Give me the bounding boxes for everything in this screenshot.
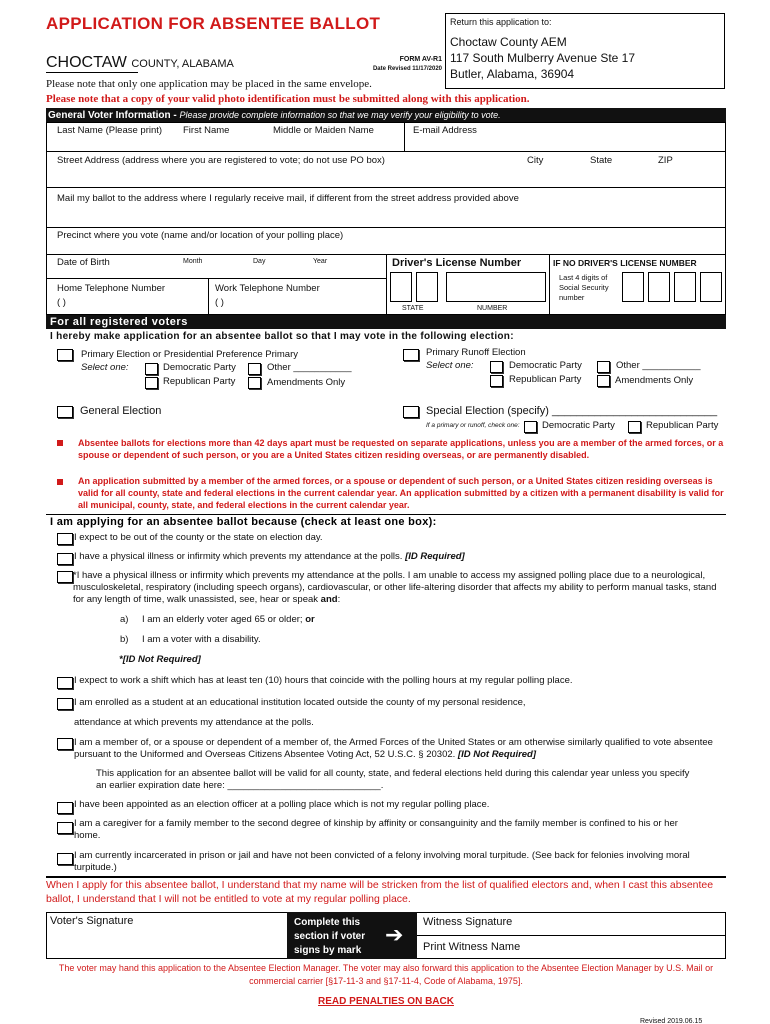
note-one-application: Please note that only one application may be placed in the same envelope.	[46, 78, 372, 90]
runoff-other-checkbox[interactable]	[597, 361, 610, 373]
primary-amendments-checkbox[interactable]	[248, 377, 261, 389]
ssn-digit-3[interactable]	[674, 272, 696, 302]
runoff-other-label: Other ___________	[616, 360, 701, 371]
notice-separate-applications: Absentee ballots for elections more than 42 days apart must be requested on separate applications, unless you are a member of the armed forces, or a spouse or dependent of such person, or you are a United States citizen residing overseas, or are permanently disabled.	[78, 438, 724, 460]
understand-statement: When I apply for this absentee ballot, I understand that my name will be stricken from the list of qualified electors and, when I cast this absentee ballot, I understand that I will not be entitled to vote at my regular polling place.	[46, 879, 714, 905]
middle-name-field[interactable]: Middle or Maiden Name	[273, 125, 374, 136]
sub-a-letter: a)	[120, 614, 129, 625]
sub-b: I am a voter with a disability.	[142, 634, 261, 645]
special-election-checkbox[interactable]	[403, 406, 419, 418]
state-field[interactable]: State	[590, 155, 613, 166]
dob-year[interactable]: Year	[313, 258, 328, 265]
primary-select-one: Select one:	[81, 362, 129, 373]
notice-valid-elections: An application submitted by a member of the armed forces, or a spouse or dependent of such person, or a United States citizen residing overseas is valid for all county, state and federal elections in the current calendar year. An application submitted by a citizen with a permanent disability is valid for all municipal, county, state, and federal elections in the current calendar year.	[78, 476, 724, 510]
runoff-amendments-checkbox[interactable]	[597, 375, 610, 387]
special-republican-label: Republican Party	[646, 420, 719, 431]
primary-democratic-checkbox[interactable]	[145, 363, 158, 375]
return-label: Return this application to:	[450, 17, 552, 27]
dob-label: Date of Birth	[57, 257, 110, 268]
reason-out-of-county-checkbox[interactable]	[57, 533, 73, 545]
witness-signature-field[interactable]: Witness Signature	[423, 916, 513, 928]
first-name-field[interactable]: First Name	[183, 125, 230, 136]
notice-bullet-2	[57, 479, 63, 485]
hand-delivery-note: The voter may hand this application to the Absentee Election Manager. The voter may also forward this application to the Absentee Election Manager by U.S. Mail or commercial carrier [§17-11-3 and §17-11-4, Code of Alabama, 1975].	[58, 963, 714, 986]
zip-field[interactable]: ZIP	[658, 155, 673, 166]
notice-bullet-1	[57, 440, 63, 446]
form-title: APPLICATION FOR ABSENTEE BALLOT	[46, 14, 381, 33]
reason-disability-text: *I have a physical illness or infirmity which prevents my attendance at the polls. I am unable to access my assigned polling place due to a neurological, musculoskeletal, respiratory (including speech organs), cardiovascular, or other life-altering disorder that affects my ability to perform manual tasks, stand for any length of time, walk unassisted, see, hear or speak	[73, 570, 717, 605]
reason-incarcerated: I am currently incarcerated in prison or jail and have not been convicted of a felony involving moral turpitude. (See back for felonies involving moral turpitude.)	[74, 850, 690, 873]
email-field[interactable]: E-mail Address	[413, 125, 477, 136]
ssn-digit-4[interactable]	[700, 272, 722, 302]
reason-caregiver: I am a caregiver for a family member to the second degree of kinship by affinity or consanguinity and the family member is confined to his or her home.	[74, 818, 678, 841]
reasons-bar	[46, 514, 726, 529]
election-request-line: I hereby make application for an absentee ballot so that I may vote in the following election:	[50, 331, 514, 342]
street-address-field[interactable]: Street Address (address where you are registered to vote; do not use PO box)	[57, 155, 385, 166]
primary-republican-label: Republican Party	[163, 376, 236, 387]
runoff-republican-label: Republican Party	[509, 374, 582, 385]
primary-other-label: Other ___________	[267, 362, 352, 373]
voter-signature-field[interactable]: Voter's Signature	[50, 915, 134, 927]
reason-work-shift: I expect to work a shift which has at least ten (10) hours that coincide with the polling hours at my regular polling place.	[74, 675, 573, 686]
dl-number-box[interactable]	[446, 272, 546, 302]
drivers-license-label: Driver's License Number	[392, 257, 522, 269]
general-election-checkbox[interactable]	[57, 406, 73, 418]
print-witness-name-field[interactable]: Print Witness Name	[423, 941, 521, 953]
registered-voters-bar	[46, 315, 726, 329]
date-revised: Date Revised 11/17/2020	[372, 66, 442, 72]
general-info-title: General Voter Information -	[48, 110, 180, 121]
reason-election-officer: I have been appointed as an election officer at a polling place which is not my regular polling place.	[74, 799, 490, 810]
arrow-right-icon: ➔	[385, 922, 404, 947]
primary-other-checkbox[interactable]	[248, 363, 261, 375]
reason-military	[74, 737, 724, 761]
runoff-election-label: Primary Runoff Election	[426, 347, 526, 358]
reason-military-checkbox[interactable]	[57, 738, 73, 750]
read-penalties-link[interactable]: READ PENALTIES ON BACK	[318, 996, 454, 1007]
dob-month[interactable]: Month	[183, 258, 203, 265]
general-election-label: General Election	[80, 405, 162, 417]
reason-out-of-county: I expect to be out of the county or the state on election day.	[74, 532, 323, 543]
dl-state-caption: STATE	[402, 305, 424, 312]
last-name-field[interactable]: Last Name (Please print)	[57, 125, 163, 136]
dl-state-box-2[interactable]	[416, 272, 438, 302]
reason-caregiver-checkbox[interactable]	[57, 822, 73, 834]
special-election-label: Special Election (specify) ___________________________	[426, 405, 718, 417]
runoff-democratic-label: Democratic Party	[509, 360, 582, 371]
note-photo-id: Please note that a copy of your valid photo identification must be submitted along with this application.	[46, 93, 530, 105]
id-not-required-note: *[ID Not Required]	[119, 654, 201, 665]
sub-a-or: or	[305, 614, 315, 625]
reason-student-cont: attendance at which prevents my attendance at the polls.	[74, 717, 314, 728]
complete-section-note	[287, 912, 417, 959]
home-phone-field[interactable]: ( )	[57, 297, 66, 308]
home-phone-label: Home Telephone Number	[57, 283, 166, 294]
dl-state-box-1[interactable]	[390, 272, 412, 302]
reasons-heading: I am applying for an absentee ballot because (check at least one box):	[50, 516, 437, 528]
reason-disability: *I have a physical illness or infirmity which prevents my attendance at the polls. I am unable to access my assigned polling place due to a neurological, musculoskeletal, respiratory (including speech organs), cardiovascular, or other life-altering disorder that affects my ability to perform manual tasks, stand for any length of time, walk unassisted, see, hear or speak and:	[73, 570, 717, 605]
special-if-primary-label: If a primary or runoff, check one:	[426, 422, 520, 429]
primary-election-checkbox[interactable]	[57, 349, 73, 361]
work-phone-label: Work Telephone Number	[215, 283, 320, 294]
primary-amendments-label: Amendments Only	[267, 377, 346, 388]
return-address-box	[445, 13, 725, 89]
primary-republican-checkbox[interactable]	[145, 377, 158, 389]
return-address-line-1: Choctaw County AEM	[450, 35, 567, 49]
ssn-digit-1[interactable]	[622, 272, 644, 302]
county-suffix: COUNTY, ALABAMA	[131, 58, 234, 70]
return-address-line-2: 117 South Mulberry Avenue Ste 17	[450, 51, 636, 65]
work-phone-field[interactable]: ( )	[215, 297, 224, 308]
runoff-republican-checkbox[interactable]	[490, 375, 503, 387]
county-name: CHOCTAW	[46, 54, 127, 71]
county-underline	[46, 72, 138, 73]
reason-military-text: I am a member of, or a spouse or dependent of a member of, the Armed Forces of the United States or am otherwise similarly qualified to vote absentee pursuant to the Uniformed and Overseas Citizens Absentee Voting Act, 52 U.S.C. § 20302.	[74, 737, 713, 760]
reason-illness-checkbox[interactable]	[57, 553, 73, 565]
reason-illness-text: I have a physical illness or infirmity which prevents my attendance at the polls.	[74, 551, 406, 562]
dl-number-caption: NUMBER	[477, 305, 508, 312]
sub-a-text: I am an elderly voter aged 65 or older;	[142, 614, 306, 625]
return-address-line-3: Butler, Alabama, 36904	[450, 67, 575, 81]
dob-day[interactable]: Day	[253, 258, 266, 265]
city-field[interactable]: City	[527, 155, 544, 166]
primary-election-label: Primary Election or Presidential Preference Primary	[81, 349, 298, 360]
reason-military-id: [ID Not Required]	[457, 749, 537, 760]
special-democratic-checkbox[interactable]	[524, 421, 537, 433]
primary-democratic-label: Democratic Party	[163, 362, 236, 373]
no-dl-label: IF NO DRIVER'S LICENSE NUMBER	[553, 258, 697, 268]
mail-address-field[interactable]: Mail my ballot to the address where I regularly receive mail, if different from the street address provided above	[57, 193, 519, 204]
reason-student: I am enrolled as a student at an educational institution located outside the county of my personal residence,	[74, 697, 526, 708]
revised-date: Revised 2019.06.15	[640, 1018, 703, 1024]
reason-illness	[74, 551, 465, 563]
special-democratic-label: Democratic Party	[542, 420, 615, 431]
reason-disability-checkbox[interactable]	[57, 571, 73, 583]
reason-incarcerated-checkbox[interactable]	[57, 853, 73, 865]
runoff-democratic-checkbox[interactable]	[490, 361, 503, 373]
sub-b-letter: b)	[120, 634, 129, 645]
precinct-field[interactable]: Precinct where you vote (name and/or location of your polling place)	[57, 230, 344, 241]
sub-a	[142, 614, 315, 626]
registered-voters-title: For all registered voters	[50, 316, 188, 328]
reason-election-officer-checkbox[interactable]	[57, 802, 73, 814]
reason-student-checkbox[interactable]	[57, 698, 73, 710]
runoff-amendments-label: Amendments Only	[615, 375, 694, 386]
general-info-bar	[46, 108, 726, 122]
complete-section-text: Complete this section if voter signs by mark	[294, 917, 366, 956]
ssn-label: Last 4 digits of Social Security number	[559, 273, 609, 302]
county-line	[46, 54, 234, 72]
ssn-digit-2[interactable]	[648, 272, 670, 302]
reason-disability-and: and	[320, 594, 338, 605]
runoff-election-checkbox[interactable]	[403, 349, 419, 361]
general-info-subtitle: Please provide complete information so that we may verify your eligibility to vote.	[179, 110, 501, 120]
form-id: FORM AV-R1	[399, 56, 442, 63]
special-republican-checkbox[interactable]	[628, 421, 641, 433]
reason-military-note: This application for an absentee ballot will be valid for all county, state, and federal elections held during this calendar year unless you specify an earlier expiration date here: _____________________________.	[96, 768, 690, 791]
reason-work-shift-checkbox[interactable]	[57, 677, 73, 689]
runoff-select-one: Select one:	[426, 360, 474, 371]
reason-illness-id: [ID Required]	[405, 551, 465, 562]
